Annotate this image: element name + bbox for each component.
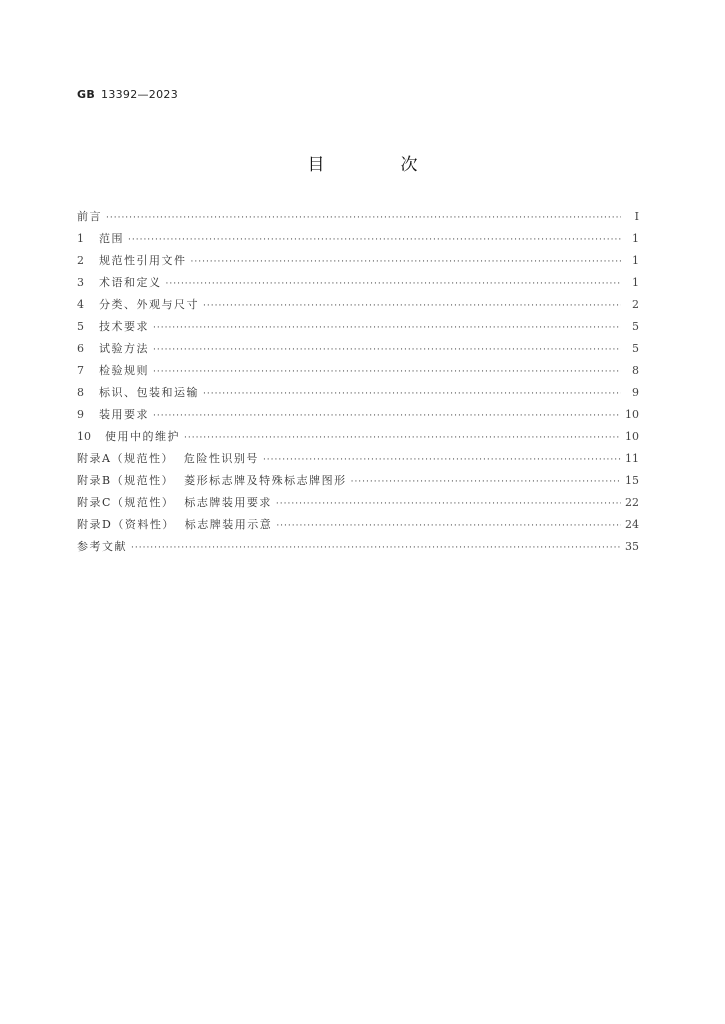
toc-entry-7[interactable]	[77, 360, 639, 382]
toc-entry-label: 分类、外观与尺寸	[99, 298, 199, 311]
toc-entry-label: 术语和定义	[99, 276, 162, 289]
toc-entry-number: 1	[77, 232, 84, 245]
toc-entry-number: 9	[77, 408, 84, 421]
toc-leader-dots	[263, 449, 621, 471]
toc-leader-dots	[184, 427, 621, 449]
toc-leader-dots	[131, 537, 621, 559]
toc-entry-label: 装用要求	[99, 408, 149, 421]
toc-entry-1[interactable]	[77, 228, 639, 250]
toc-entry-appendix-a[interactable]	[77, 448, 639, 470]
standard-prefix: GB	[77, 88, 96, 101]
toc-leader-dots	[191, 251, 622, 273]
page-title-char-1: 目	[307, 155, 363, 175]
toc-entry-page: 5	[632, 320, 639, 333]
toc-entry-page: 10	[625, 408, 639, 421]
toc-entry-appendix-d[interactable]	[77, 514, 639, 536]
toc-entry-page: 8	[632, 364, 639, 377]
toc-entry-label: 前言	[77, 210, 102, 223]
toc-entry-label: 附录C（规范性） 标志牌装用要求	[77, 496, 272, 509]
toc-entry-page: 24	[625, 518, 639, 531]
toc-entry-number: 2	[77, 254, 84, 267]
toc-entry-page: 5	[632, 342, 639, 355]
toc-entry-page: 22	[625, 496, 639, 509]
toc-entry-number: 6	[77, 342, 84, 355]
toc-leader-dots	[166, 273, 622, 295]
toc-entry-page: 1	[632, 232, 639, 245]
toc-entry-label: 使用中的维护	[105, 430, 180, 443]
standard-identifier	[77, 88, 178, 101]
toc-entry-number: 7	[77, 364, 84, 377]
toc-entry-number: 5	[77, 320, 84, 333]
toc-entry-label: 附录D（资料性） 标志牌装用示意	[77, 518, 273, 531]
toc-leader-dots	[203, 383, 621, 405]
toc-entry-label: 标识、包装和运输	[99, 386, 199, 399]
toc-leader-dots	[351, 471, 621, 493]
toc-entry-page: 9	[632, 386, 639, 399]
toc-entry-number: 10	[77, 430, 91, 443]
toc-entry-label: 参考文献	[77, 540, 127, 553]
toc-leader-dots	[276, 515, 621, 537]
toc-entry-8[interactable]	[77, 382, 639, 404]
toc-entry-page: 1	[632, 276, 639, 289]
toc-entry-label: 试验方法	[99, 342, 149, 355]
toc-entry-label: 范围	[99, 232, 124, 245]
toc-leader-dots	[203, 295, 621, 317]
toc-entry-page: 10	[625, 430, 639, 443]
toc-entry-label: 检验规则	[99, 364, 149, 377]
toc-entry-4[interactable]	[77, 294, 639, 316]
toc-entry-3[interactable]	[77, 272, 639, 294]
toc-entry-10[interactable]	[77, 426, 639, 448]
toc-entry-references[interactable]	[77, 536, 639, 558]
toc-entry-6[interactable]	[77, 338, 639, 360]
toc-entry-number: 4	[77, 298, 84, 311]
toc-leader-dots	[153, 405, 621, 427]
toc-entry-appendix-b[interactable]	[77, 470, 639, 492]
table-of-contents	[77, 206, 639, 558]
toc-entry-label: 技术要求	[99, 320, 149, 333]
toc-leader-dots	[153, 339, 621, 361]
toc-leader-dots	[153, 361, 621, 383]
toc-entry-page: 35	[625, 540, 639, 553]
toc-leader-dots	[106, 207, 621, 229]
toc-leader-dots	[128, 229, 621, 251]
toc-entry-page: 11	[625, 452, 639, 465]
toc-entry-2[interactable]	[77, 250, 639, 272]
toc-entry-label: 附录A（规范性） 危险性识别号	[77, 452, 259, 465]
toc-entry-page: Ⅰ	[634, 210, 639, 223]
toc-entry-page: 1	[632, 254, 639, 267]
toc-entry-appendix-c[interactable]	[77, 492, 639, 514]
page-title-char-2: 次	[400, 155, 456, 175]
toc-leader-dots	[153, 317, 621, 339]
toc-entry-5[interactable]	[77, 316, 639, 338]
standard-number: 13392—2023	[101, 88, 179, 101]
toc-entry-number: 8	[77, 386, 84, 399]
toc-entry-9[interactable]	[77, 404, 639, 426]
toc-entry-preface[interactable]	[77, 206, 639, 228]
toc-entry-number: 3	[77, 276, 84, 289]
toc-entry-page: 15	[625, 474, 639, 487]
toc-entry-label: 附录B（规范性） 菱形标志牌及特殊标志牌图形	[77, 474, 347, 487]
toc-leader-dots	[276, 493, 621, 515]
toc-entry-page: 2	[632, 298, 639, 311]
toc-entry-label: 规范性引用文件	[99, 254, 187, 267]
page-title	[0, 150, 725, 175]
